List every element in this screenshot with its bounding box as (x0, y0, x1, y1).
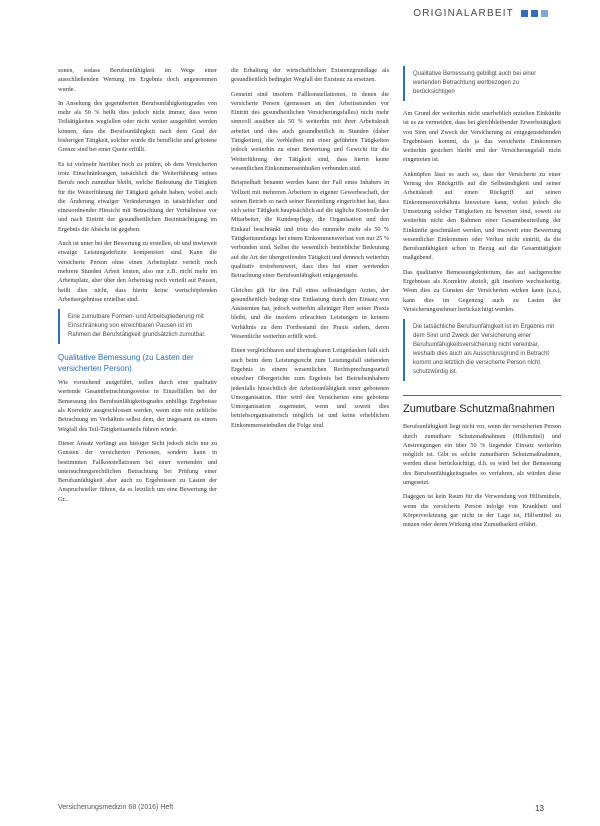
column-2 (231, 66, 389, 778)
paragraph: In Ansehung des gegenüberten Berufsunfähigkeitsgrades von mehr als 50 % heißt dies jedoch nicht immer, dass wenn Teiltätigkeiten wegfallen oder nicht weiter ausgeführt werden können, dass die Berufsunfähigkeit nach dem Grad der bisherigen Tätigkeit, solcher wurde die berufliche und gebotene Grenze sind bei einer Quote erfüllt. (58, 99, 217, 154)
section-heading: Zumutbare Schutzmaßnahmen (403, 395, 561, 416)
paragraph: Dieser Ansatz verfängt aus hiesiger Sicht jedoch nicht nur zu Gunsten der versicherten Personen, sondern kann in bestimmten Fallkonstellationen bei einer wertenden und untersuchungsrechtlichen Betrachtung bei Prüfung einer Berufsunfähigkeit aber auch zu Ergebnissen zu Lasten der Anspruchsteller führen, da es letztlich um eine Bewertung der Gr... (58, 439, 217, 503)
paragraph: Beispielhaft benannt werden kann der Fall eines Inhabers in Vollzeit mit mehreren Arbeitern in eigener Gewerbeschaft, der seinen Betrieb so nach seiner Beurteilung eingerichtet hat, dass sich seine Tätigkeit hauptsächlich auf die tägliche Kontrolle der Mitarbeiter, die Kundenpflege, die Organisation und den Einkauf beschränkt und trotz des nunmehr mehr als 50 % Tätigkeitsumfangs bei einem Einkommensverlust von nur 25 % verbunden sind. Selbst die wesentlich betriebliche Bedeutung auf die Art der übergreifenden Tätigkeit und dennoch weiterhin qualitativ erstrebenswert, dass dies bei einer wertenden Betrachtung einer Berufsunfähigkeit entgegensteht. (231, 179, 389, 280)
paragraph: Gemeint sind insofern Fallkonstellationen, in denen die versicherte Person (gemessen an den Arbeitsstunden vor Eintritt des gesundheitlichen Versicherungsfalles) nicht mehr sinnvoll ausüben als 50 % weiterhin mit ihrer Arbeitskraft arbeitet und dies auch gesundheitlich in Stunden (daher Tätigkeiten), die verbleiben mit einer geführten Tätigkeiten jedoch weiterhin zu einer Bewertung und Gewicht für die Weiterführung der Tätigkeit sind, dass hierin keine wesentlichen Einkommenseinbußen verbunden sind. (231, 90, 389, 172)
journal-citation: Versicherungsmedizin 68 (2016) Heft (58, 804, 174, 811)
paragraph: Dagegen ist kein Raum für die Verwendung von Hilfsmitteln, wenn die versicherte Person infolge von Krankheit und Körperverletzung gar nicht in der Lage ist, Hilfsmittel zu nutzen oder deren Wirkung eine Zumutbarkeit erfährt. (403, 493, 561, 529)
header-squares (521, 10, 548, 17)
paragraph: sonen, sodass Berufsunfähigkeit im Wege einer ausschließenden Wertung im Ergebnis doch angenommen wurde. (58, 67, 217, 93)
page-header (413, 8, 548, 19)
paragraph: Das qualitative Bemessungskriterium, das auf sachgerechte Ergebnisse als Korrektiv abzielt, gilt insofern wechselseitig. Wenn dies zu Gunsten der Versicherten wirken kann (s.o.), kann dies im Gegenzug auch zu Lasten der Versicherungsnehmer berücksichtigt werden. (403, 268, 561, 313)
pull-quote: Die tatsächliche Berufsunfähigkeit ist im Ergebnis mit dem Sinn und Zweck der Versicherung einer Berufsunfähigkeitsversicherung nicht vereinbar, weshalb dies auch als Ausschlussgrund in Betracht kommt und letztlich die versicherte Person nicht schutzwürdig ist. (403, 319, 561, 381)
header-square-2 (531, 10, 538, 17)
column-1 (58, 66, 217, 778)
pull-quote: Eine zumutbare Formen- und Arbeitsgliederung mit Einschränkung von erreichbaren Pausen ist im Rahmen der Berufstätigkeit grundsätzlich zumutbar. (58, 309, 217, 344)
page-footer (58, 804, 544, 813)
header-square-3 (541, 10, 548, 17)
article-body (58, 66, 561, 778)
pull-quote: Qualitative Bemessung gebilligt auch bei einer wertenden Betrachtung wertbezogen zu berücksichtigen (403, 66, 561, 101)
paragraph: Wie vorstehend ausgeführt, sollen durch eine qualitativ wertende Gesamtbetrachtungsweise in Einzelfällen bei der Bemessung des Berufsunfähigkeitsgrades unbillige Ergebnisse als Korrektiv ausgeschlossen werden, wenn eine rein zeitliche Betrachtung im Verhältnis selbst dem, der insgesamt zu einem Wegfall des Teil-Tätigkeitsanteils führen würde. (58, 379, 217, 433)
page-number: 13 (535, 804, 544, 813)
column-3 (403, 66, 561, 778)
subheading: Qualitative Bemessung (zu Lasten der versicherten Person) (58, 353, 194, 374)
paragraph: Auch ist unter bei der Bewertung zu erstellen, ob und inwieweit etwaige Leistungsdefizite kompensiert sind. Kann die versicherte Person ohne einen Arbeitsplatz verteilt noch mehrere Stunden Arbeit leisten, also nur z.B. nicht mehr im Arbeitsplatz, aber über den Arbeitstag noch verteilt auf Pausen, heißt dies nicht, dass hierin keine wertschöpfenden Arbeitsergebnisse erzielbar sind. (58, 240, 217, 303)
paragraph: Berufsunfähigkeit liegt nicht vor, wenn der versicherten Person durch zumutbare Schutzmaßnahmen (Hilfsmittel) und Anstrengungen ein über 50 % liegender Einsatz weiterhin möglich ist. Gibt es solche zumutbaren Schutzmaßnahmen, werden diese berücksichtigt, d.h. es wird bei der Bemessung des Berufsunfähigkeitsgrades so verfahren, als würden diese umgesetzt. (403, 423, 561, 487)
paragraph: Einen vergleichbaren und übertragbaren Leitgedanken hält sich auch beim dem Leistungsrecht zum Leistungsfall stehenden Ergebnis in einem wesentlichen Rechtsprechungsurteil einzelner Obergerichte zum Ergebnis bei Betriebsinhabern jedenfalls hinsichtlich der Arbeitsunfähigkeit einer gebotenen Umorganisation. Hier wird den Versicherten eine gebotene Umorganisation zugemutet, wenn und soweit dies betriebsorganisatorisch möglich ist und keine erheblichen Einkommenseinbußen die Folge sind. (231, 347, 389, 429)
paragraph: Anknüpfen lässt es auch so, dass der Versicherte zu einer Vertrag des Rückgriffs auf die Selbständigkeit und seiner Arbeitskraft auf einen Rückgriff auf seinen Einkommensverhältnis hinweisen kann, wobei jedoch die Umsetzung solcher Tätigkeiten zu bewerten sind, soweit sie weiterhin nicht den Rahmen einer Gesamtbeurteilung der Einkünfte geschmälert werden, und insoweit eine Bewertung wesentlicher Einkommen oder Verlust nicht eintritt, da die Berufsunfähigkeit schon in Bezug auf die Gesamttätigkeit maßgebend. (403, 170, 561, 262)
section-label: ORIGINALARBEIT (413, 8, 514, 19)
paragraph: Am Grund der weiterhin nicht unerheblich erzielten Einkünfte ist es zu vermeiden, dass bei gleichbleibender Erwerbstätigkeit von Sinn und Zweck der Versicherung zu entgegenstehenden Ergebnissen kommt, da ja das versicherte Einkommen weiterhin gesichert bleibt und der Versicherungsfall nicht eingetreten ist. (403, 110, 561, 164)
paragraph: die Erhaltung der wirtschaftlichen Existenzgrundlage als gesundheitlich bedingter Wegfall der Existenz zu ersetzen. (231, 67, 389, 84)
paragraph: Gleiches gilt für den Fall eines selbständigen Arztes, der gesundheitlich bedingt eine Entlastung durch den Einsatz von Assistenten hat, jedoch weiterhin alleiniger Herr seiner Praxis bleibt, und die insofern erbrachten Leistungen in keinem Verhältnis zu dem Fortbestand der Praxis stehen, deren Wesentliche weiterhin erfüllt wird. (231, 286, 389, 341)
header-square-1 (521, 10, 528, 17)
paragraph: Es ist vielmehr hierüber noch zu prüfen, ob dem Versicherten trotz Einschränkungen, tatsächlich die Weiterführung seines Berufs noch zumutbar bleibt, welche Bedeutung die Tätigkeit für die Weiterführung der Tätigkeit gehabt haben, wobei auch die Änderung etwaiger Veränderungen in tatsächlicher und einzuordnender Hinsicht mit Betrachtung der Verhältnisse vor und nach Eintritt der gesundheitlichen Beeinträchtigung im Ergebnis die Absicht ist gegeben. (58, 160, 217, 233)
